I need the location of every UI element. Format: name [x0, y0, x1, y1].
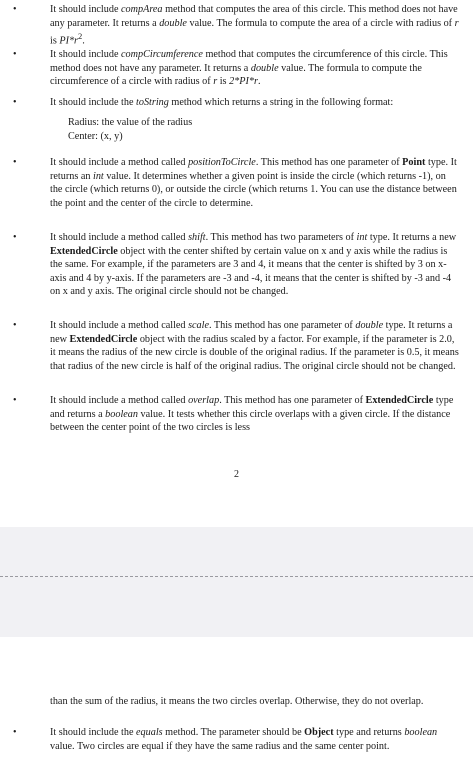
item-text: It should include a method called overlap. This method has one parameter of ExtendedCircle type and returns a boolean value. It tests whether this circle overlaps with a given circle. If the distance between the center point of the two circles is less	[50, 395, 454, 434]
method-name: equals	[136, 727, 163, 738]
type-name: double	[159, 17, 187, 29]
bullet-dot: •	[13, 320, 17, 331]
bullet-dot: •	[13, 232, 17, 243]
bullet-dot: •	[13, 4, 17, 15]
page-number: 2	[234, 469, 239, 480]
formula: PI*r	[59, 35, 79, 47]
overlap-continuation	[50, 695, 460, 709]
item-text: It should include compCircumference method that computes the circumference of this circle. This method does not have any parameter. It returns a double value. The formula to compute the circumference of a circle with radius of r is 2*PI*r.	[50, 49, 448, 88]
item-text: It should include a method called shift. This method has two parameters of int type. It returns a new ExtendedCircle object with the center shifted by certain value on x and y axis while the radius is the same. For example, if the parameters are 3 and 4, it means that the center is shifted by 3 on x-axis and 4 by y-axis. If the parameters are -3 and -4, it means that the center is shifted by -3 and -4 on x and y axis. The original circle should not be changed.	[50, 232, 457, 298]
method-name: compCircumference	[121, 49, 203, 60]
method-name: overlap	[188, 395, 220, 406]
method-name: toString	[136, 97, 169, 108]
item-text: It should include the equals method. The parameter should be Object type and returns boolean value. Two circles are equal if they have the same radius and the same center point.	[50, 727, 438, 752]
class-name: ExtendedCircle	[50, 245, 118, 257]
type-name: double	[355, 320, 384, 331]
class-name: ExtendedCircle	[365, 395, 434, 406]
document-page-bottom	[0, 637, 473, 776]
bullet-dot: •	[13, 395, 17, 406]
format-line-center: Center: (x, y)	[68, 130, 123, 142]
tostring-format-block	[68, 116, 368, 143]
item-text: It should include compArea method that computes the area of this circle. This method does not have any parameter. It returns a double value. The formula to compute the area of a circle with radius of r is $PI*r^2$.	[50, 4, 459, 47]
item-text: It should include a method called scale. This method has one parameter of double type. It returns a new ExtendedCircle object with the radius scaled by a factor. For example, if the parameter is 2.0, it means the radius of the new circle is double of the original radius. If the parameter is 0.5, it means that radius of the new circle is half of the original radius. The original circle should not be changed.	[50, 320, 459, 372]
item-text: It should include a method called positionToCircle. This method has one parameter of Point type. It returns an int value. It determines whether a given point is inside the circle (which returns -1), on the circle (which returns 0), or outside the circle (which returns 1. You can use the distance between the point and the center of the circle to determine.	[50, 157, 457, 209]
type-name: double	[250, 62, 279, 74]
bullet-dot: •	[13, 49, 17, 60]
continuation-text: than the sum of the radius, it means the two circles overlap. Otherwise, they do not overlap.	[50, 696, 424, 707]
list-item-comp-circumference	[13, 48, 460, 89]
class-name: ExtendedCircle	[69, 333, 138, 345]
format-line-radius: Radius: the value of the radius	[68, 117, 193, 128]
method-name: positionToCircle	[188, 157, 256, 168]
item-text: It should include the toString method which returns a string in the following format:	[50, 97, 394, 108]
list-item-to-string	[13, 96, 460, 110]
type-name: boolean	[105, 408, 138, 420]
bullet-dot: •	[13, 727, 17, 738]
page-gap	[0, 527, 473, 637]
bullet-dot: •	[13, 157, 17, 168]
list-item-overlap	[13, 394, 460, 435]
page-break-line	[0, 576, 473, 577]
list-item-shift	[13, 231, 460, 299]
list-item-equals	[13, 726, 460, 753]
class-name: Object	[304, 727, 334, 738]
list-item-position-to-circle	[13, 156, 460, 210]
list-item-scale	[13, 319, 460, 373]
method-name: shift	[188, 232, 206, 243]
bullet-dot: •	[13, 97, 17, 108]
class-name: Point	[402, 157, 426, 168]
method-name: scale	[188, 320, 209, 331]
list-item-comp-area	[13, 3, 460, 48]
type-name: int	[93, 170, 104, 182]
type-name: int	[356, 232, 368, 243]
type-name: boolean	[404, 727, 438, 738]
formula: 2*PI*r	[229, 76, 258, 88]
method-name: compArea	[121, 4, 163, 15]
